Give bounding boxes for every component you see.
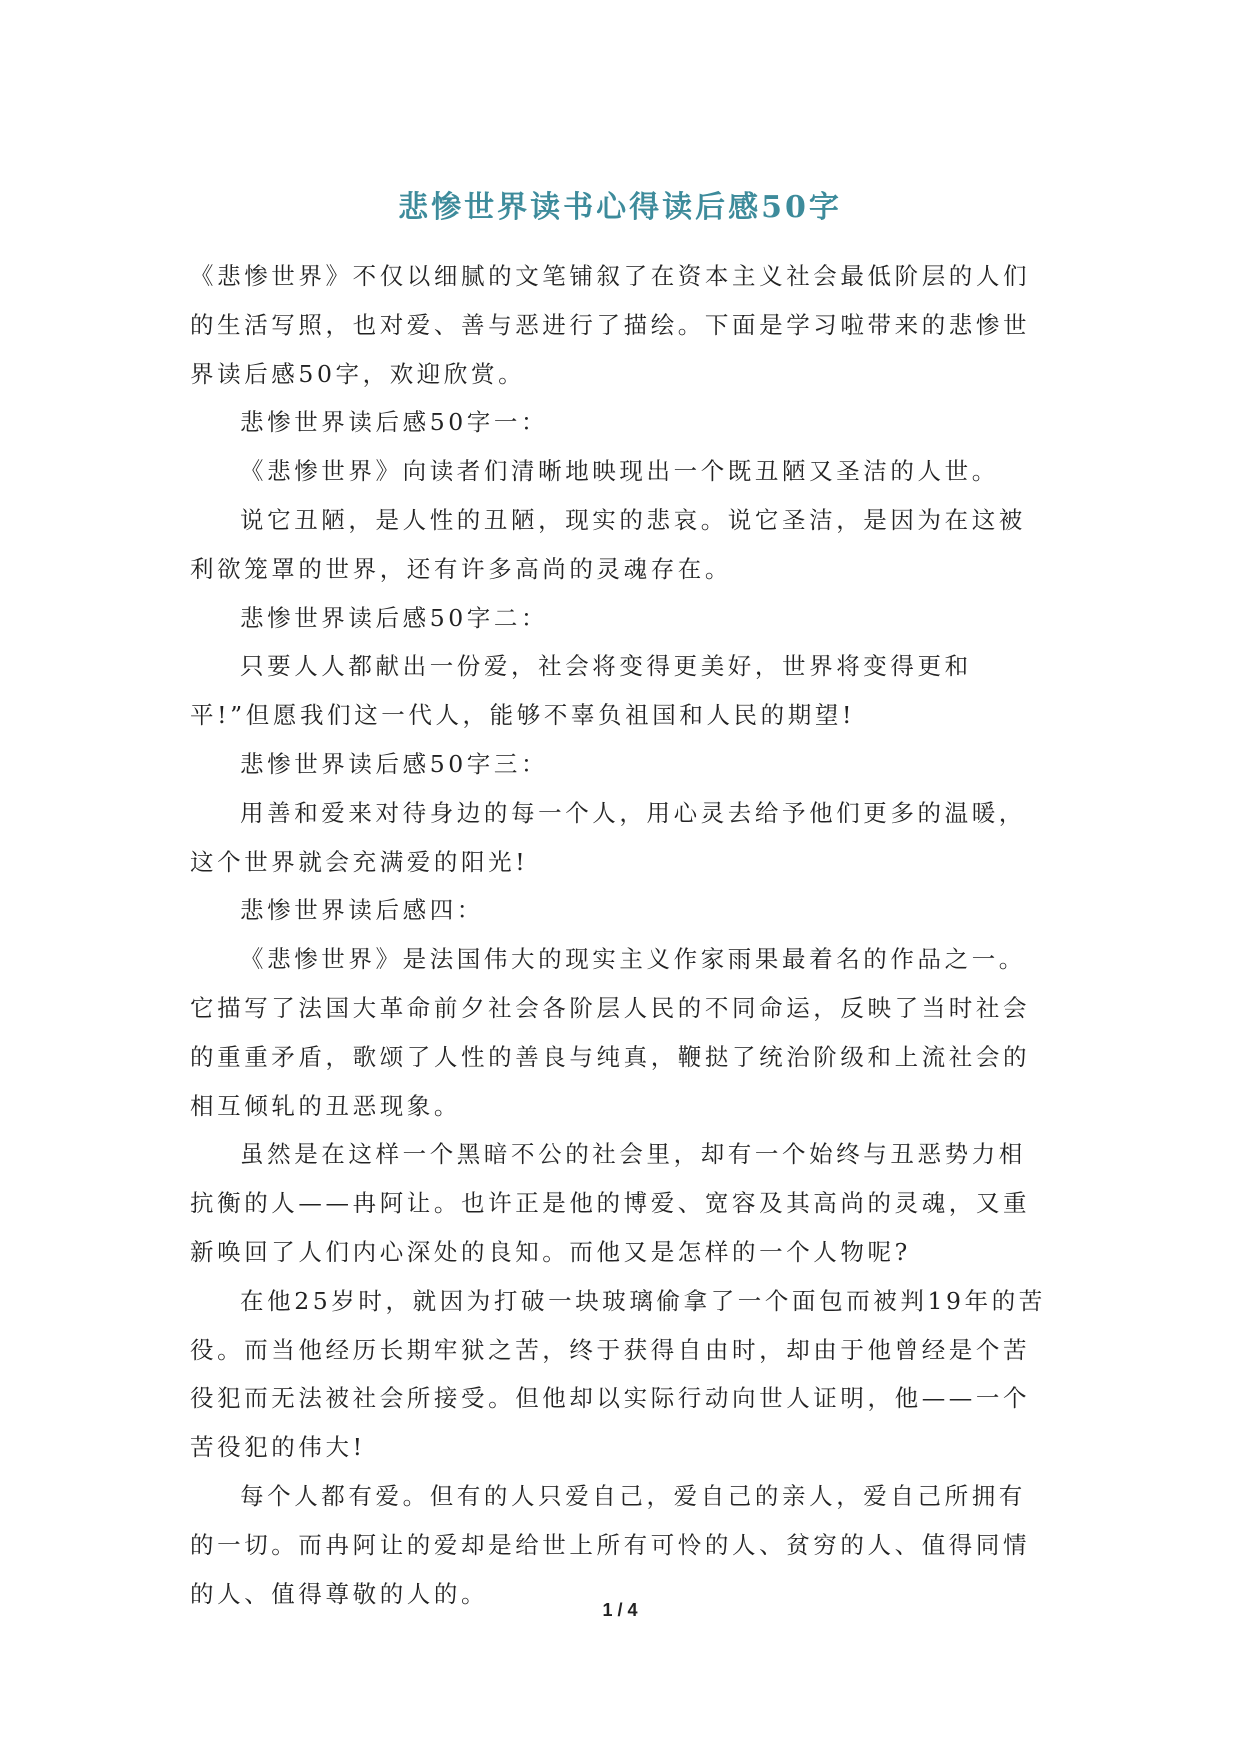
paragraph: 《悲惨世界》是法国伟大的现实主义作家雨果最着名的作品之一。它描写了法国大革命前夕社会各阶层人民的不同命运，反映了当时社会的重重矛盾，歌颂了人性的善良与纯真，鞭挞了统治阶级和上流社会的相互倾轧的丑恶现象。 (190, 945, 1031, 1120)
section-heading-2: 悲惨世界读后感50字二： (240, 603, 549, 632)
paragraph: 只要人人都献出一份爱，社会将变得更美好，世界将变得更和平!”但愿我们这一代人，能够不辜负祖国和人民的期望! (190, 652, 972, 730)
intro-paragraph: 《悲惨世界》不仅以细腻的文笔铺叙了在资本主义社会最低阶层的人们的生活写照，也对爱、善与恶进行了描绘。下面是学习啦带来的悲惨世界读后感50字，欢迎欣赏。 (190, 262, 1031, 388)
page-number: 1 / 4 (602, 1600, 638, 1620)
document-body (190, 252, 1050, 1618)
section-heading-3: 悲惨世界读后感50字三： (240, 749, 549, 778)
section-heading-4: 悲惨世界读后感四： (240, 896, 484, 925)
paragraph: 说它丑陋，是人性的丑陋，现实的悲哀。说它圣洁，是因为在这被利欲笼罩的世界，还有许多高尚的灵魂存在。 (190, 505, 1026, 583)
paragraph: 虽然是在这样一个黑暗不公的社会里，却有一个始终与丑恶势力相抗衡的人——冉阿让。也许正是他的博爱、宽容及其高尚的灵魂，又重新唤回了人们内心深处的良知。而他又是怎样的一个人物呢? (190, 1140, 1031, 1266)
document-title: 悲惨世界读书心得读后感50字 (398, 190, 842, 225)
paragraph: 每个人都有爱。但有的人只爱自己，爱自己的亲人，爱自己所拥有的一切。而冉阿让的爱却是给世上所有可怜的人、贫穷的人、值得同情的人、值得尊敬的人的。 (190, 1481, 1031, 1608)
paragraph: 用善和爱来对待身边的每一个人，用心灵去给予他们更多的温暖，这个世界就会充满爱的阳光! (190, 798, 1026, 876)
paragraph: 《悲惨世界》向读者们清晰地映现出一个既丑陋又圣洁的人世。 (240, 457, 999, 486)
paragraph: 在他25岁时，就因为打破一块玻璃偷拿了一个面包而被判19年的苦役。而当他经历长期牢狱之苦，终于获得自由时，却由于他曾经是个苦役犯而无法被社会所接受。但他却以实际行动向世人证明，他——一个苦役犯的伟大! (190, 1286, 1046, 1462)
section-heading-1: 悲惨世界读后感50字一： (240, 408, 549, 437)
